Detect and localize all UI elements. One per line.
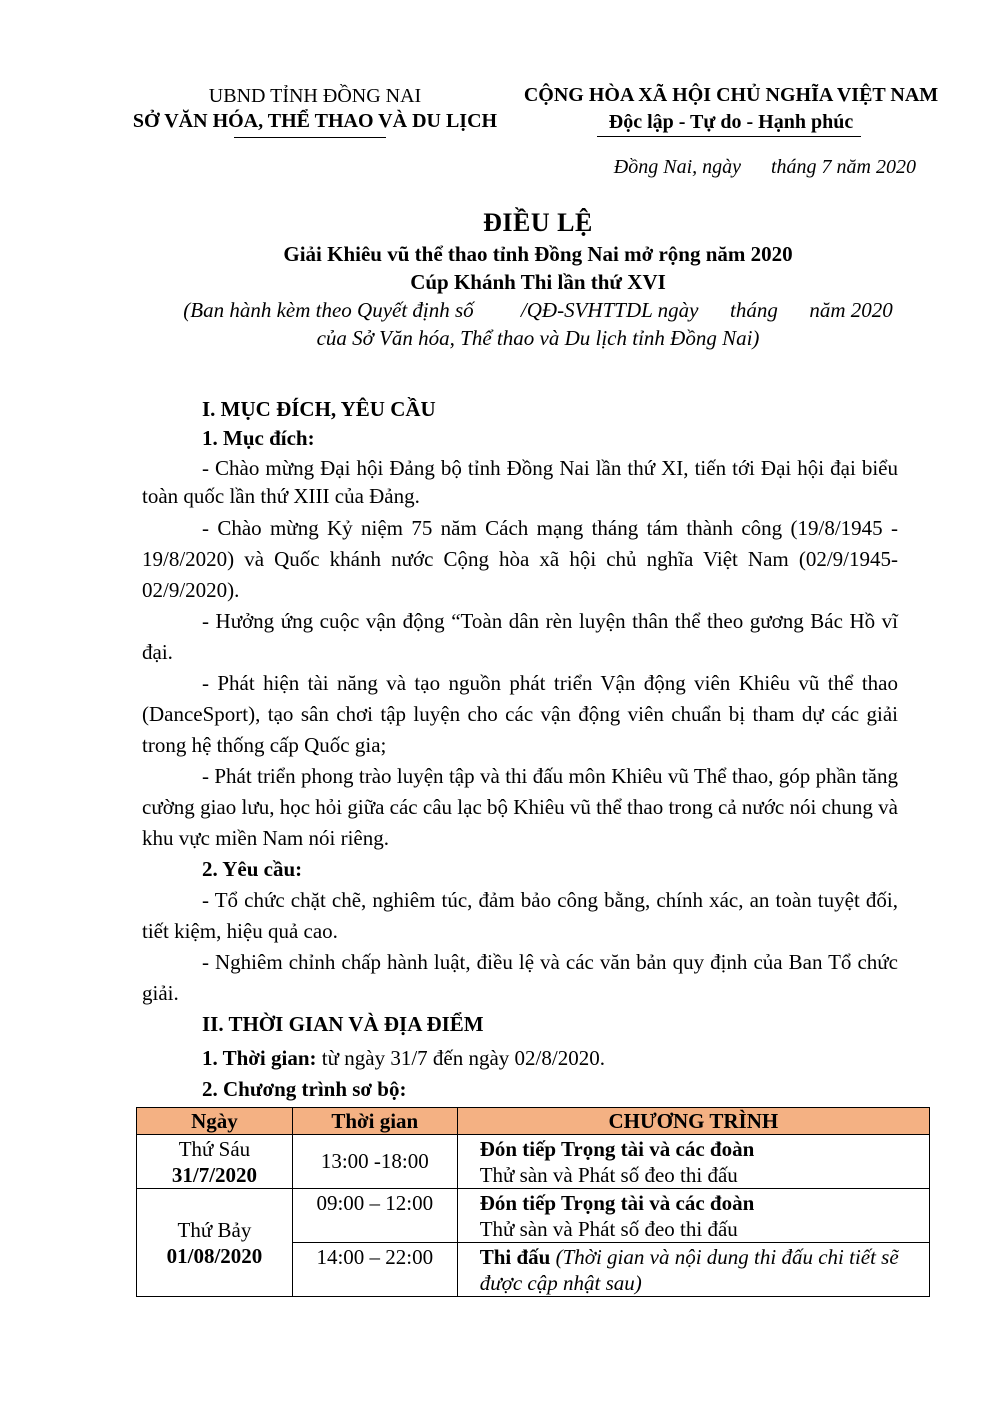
program-detail: Thử sàn và Phát số đeo thi đấu <box>479 1216 738 1241</box>
document-title: ĐIỀU LỆ <box>483 208 593 237</box>
motto-underline <box>597 136 861 137</box>
program-cell <box>457 1135 929 1189</box>
table-header-row <box>137 1108 930 1135</box>
program-cell <box>457 1243 929 1297</box>
column-header-program: CHƯƠNG TRÌNH <box>457 1108 929 1135</box>
subheading-program: 2. Chương trình sơ bộ: <box>202 1077 407 1101</box>
day-cell <box>137 1189 293 1297</box>
time-line <box>142 1043 898 1074</box>
org-province: UBND TỈNH ĐỒNG NAI <box>208 85 422 107</box>
requirement-item: - Nghiêm chỉnh chấp hành luật, điều lệ và các văn bản quy định của Ban Tổ chức giải. <box>142 950 898 1005</box>
purpose-item: - Phát triển phong trào luyện tập và thi đấu môn Khiêu vũ Thể thao, góp phần tăng cường giao lưu, học hỏi giữa các câu lạc bộ Khiêu vũ thể thao trong cả nước nói chung và khu vực miền Nam nói riêng. <box>142 764 898 850</box>
time-value: từ ngày 31/7 đến ngày 02/8/2020. <box>316 1046 605 1070</box>
column-header-time: Thời gian <box>292 1108 457 1135</box>
issuing-organization <box>110 84 520 134</box>
program-cell <box>457 1189 929 1243</box>
date: 31/7/2020 <box>171 1162 258 1187</box>
org-underline <box>234 137 386 138</box>
program-title: Thi đấu <box>479 1244 551 1269</box>
nation-name: CỘNG HÒA XÃ HỘI CHỦ NGHĨA VIỆT NAM <box>523 84 939 106</box>
day-cell <box>137 1135 293 1189</box>
document-date: Đồng Nai, ngày tháng 7 năm 2020 <box>613 156 916 178</box>
program-title: Đón tiếp Trọng tài và các đoàn <box>479 1190 755 1215</box>
weekday: Thứ Sáu <box>178 1136 251 1161</box>
document-body <box>142 394 898 1105</box>
cup-name: Cúp Khánh Thi lần thứ XVI <box>410 270 666 294</box>
section-heading-time-location: II. THỜI GIAN VÀ ĐỊA ĐIỂM <box>202 1012 484 1036</box>
purpose-item: - Chào mừng Kỷ niệm 75 năm Cách mạng tháng tám thành công (19/8/1945 - 19/8/2020) và Quốc khánh nước Cộng hòa xã hội chủ nghĩa Việt Nam (02/9/1945- 02/9/2020). <box>142 516 898 602</box>
time-cell: 09:00 – 12:00 <box>292 1189 457 1243</box>
purpose-item: - Chào mừng Đại hội Đảng bộ tỉnh Đồng Nai lần thứ XI, tiến tới Đại hội đại biểu toàn quốc lần thứ XIII của Đảng. <box>142 456 898 508</box>
national-motto <box>515 82 947 136</box>
requirement-item: - Tổ chức chặt chẽ, nghiêm túc, đảm bảo công bằng, chính xác, an toàn tuyệt đối, tiết kiệm, hiệu quả cao. <box>142 888 898 943</box>
purpose-item: - Phát hiện tài năng và tạo nguồn phát triển Vận động viên Khiêu vũ thể thao (DanceSport), tạo sân chơi tập luyện cho các vận động viên chuẩn bị tham dự các giải trong hệ thống cấp Quốc gia; <box>142 671 898 757</box>
table-row <box>137 1135 930 1189</box>
org-department: SỞ VĂN HÓA, THỂ THAO VÀ DU LỊCH <box>132 110 498 132</box>
program-title: Đón tiếp Trọng tài và các đoàn <box>479 1136 755 1161</box>
issuance-note-line2: của Sở Văn hóa, Thể thao và Du lịch tỉnh Đồng Nai) <box>316 326 760 350</box>
nation-motto: Độc lập - Tự do - Hạnh phúc <box>608 111 854 133</box>
weekday: Thứ Bảy <box>177 1217 252 1242</box>
subheading-requirements: 2. Yêu cầu: <box>202 857 303 881</box>
time-label: 1. Thời gian: <box>202 1046 317 1070</box>
purpose-item: - Hưởng ứng cuộc vận động “Toàn dân rèn luyện thân thể theo gương Bác Hồ vĩ đại. <box>142 609 898 664</box>
program-detail: Thử sàn và Phát số đeo thi đấu <box>479 1162 738 1187</box>
column-header-day: Ngày <box>137 1108 293 1135</box>
program-note: (Thời gian và nội dung thi đấu chi tiết sẽ được cập nhật sau) <box>479 1244 899 1295</box>
document-title-block <box>100 206 976 352</box>
issuance-note-line1: (Ban hành kèm theo Quyết định số /QĐ-SVHTTDL ngày tháng năm 2020 <box>183 298 893 322</box>
time-cell: 13:00 -18:00 <box>292 1135 457 1189</box>
subheading-purpose: 1. Mục đích: <box>202 426 315 450</box>
schedule-table <box>136 1107 930 1297</box>
table-row <box>137 1189 930 1243</box>
date: 01/08/2020 <box>166 1243 263 1268</box>
tournament-name: Giải Khiêu vũ thể thao tỉnh Đồng Nai mở rộng năm 2020 <box>283 242 793 266</box>
time-cell: 14:00 – 22:00 <box>292 1243 457 1297</box>
section-heading-purpose-requirements: I. MỤC ĐÍCH, YÊU CẦU <box>202 397 436 421</box>
